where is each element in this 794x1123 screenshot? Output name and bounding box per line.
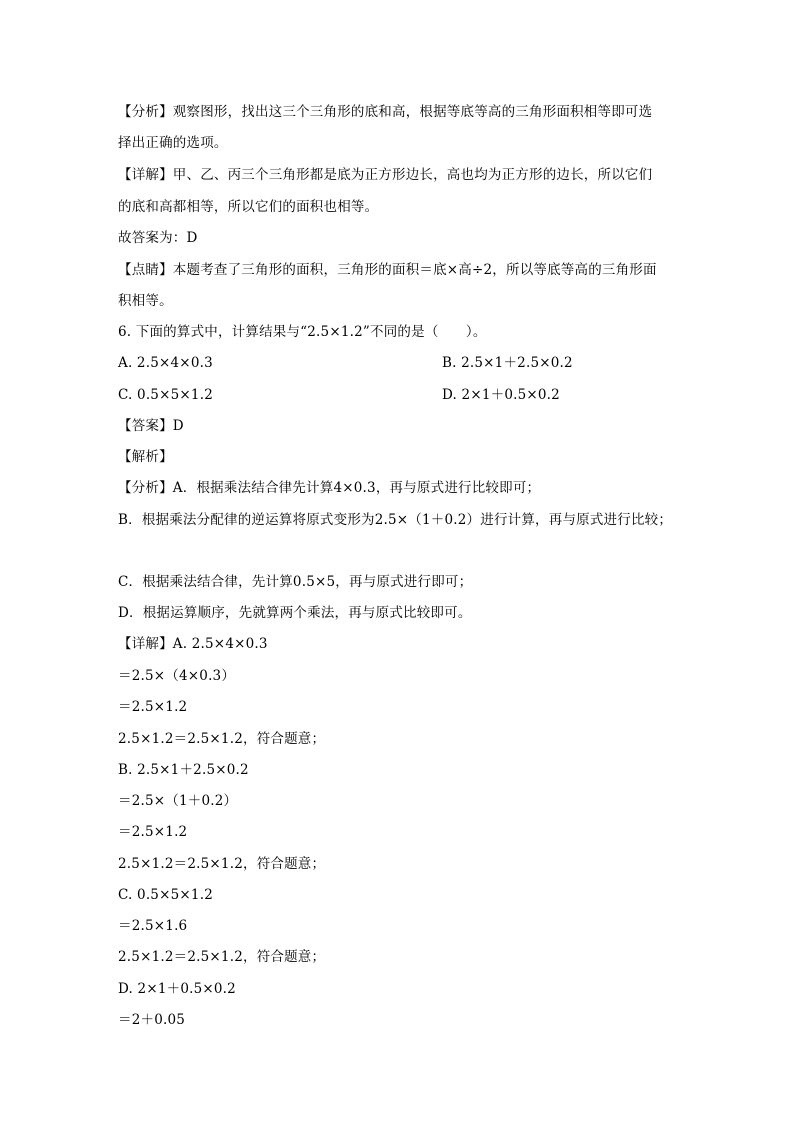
analysis-line-c: C．根据乘法结合律，先计算0.5×5，再与原式进行即可； [118,574,473,590]
detail-step: D. 2×1＋0.5×0.2 [118,981,236,997]
detail-step: ＝2.5×1.2 [118,824,188,840]
question-stem: 6. 下面的算式中，计算结果与“2.5×1.2”不同的是（ ）。 [118,324,487,340]
detail-step: 2.5×1.2＝2.5×1.2，符合题意； [118,949,326,965]
option-d: D. 2×1＋0.5×0.2 [442,387,560,403]
detail-step: ＝2＋0.05 [118,1012,186,1028]
analysis-line-d: D．根据运算顺序，先就算两个乘法，再与原式比较即可。 [118,605,472,621]
detail-step: B. 2.5×1＋2.5×0.2 [118,762,249,778]
detail-step: 【详解】A. 2.5×4×0.3 [118,636,268,652]
analysis-line-a: 【分析】A．根据乘法结合律先计算4×0.3，再与原式进行比较即可； [118,480,541,496]
answer-line: 故答案为：D [118,230,198,246]
detail-step: ＝2.5×（4×0.3） [118,668,236,684]
detail-step: 2.5×1.2＝2.5×1.2，符合题意； [118,731,326,747]
option-a: A. 2.5×4×0.3 [118,355,213,371]
detail-step: 2.5×1.2＝2.5×1.2，符合题意； [118,856,326,872]
answer-label: 【答案】D [118,418,184,434]
analysis-paragraph-line: 择出正确的选项。 [118,135,228,151]
option-c: C. 0.5×5×1.2 [118,387,213,403]
detail-paragraph-line: 的底和高都相等，所以它们的面积也相等。 [118,199,379,215]
detail-step: C. 0.5×5×1.2 [118,887,213,903]
comment-paragraph-line: 【点睛】本题考查了三角形的面积，三角形的面积＝底×高÷2，所以等底等高的三角形面 [118,262,657,278]
detail-step: ＝2.5×（1＋0.2） [118,793,238,809]
comment-paragraph-line: 积相等。 [118,293,173,309]
detail-step: ＝2.5×1.6 [118,918,188,934]
detail-paragraph-line: 【详解】甲、乙、丙三个三角形都是底为正方形边长，高也均为正方形的边长，所以它们 [118,167,653,183]
analysis-line-b: B．根据乘法分配律的逆运算将原式变形为2.5×（1＋0.2）进行计算，再与原式进行比较； [118,512,673,528]
analysis-paragraph-line: 【分析】观察图形，找出这三个三角形的底和高，根据等底等高的三角形面积相等即可选 [118,104,653,120]
option-b: B. 2.5×1＋2.5×0.2 [442,355,573,371]
explanation-label: 【解析】 [118,449,173,465]
detail-step: ＝2.5×1.2 [118,699,188,715]
